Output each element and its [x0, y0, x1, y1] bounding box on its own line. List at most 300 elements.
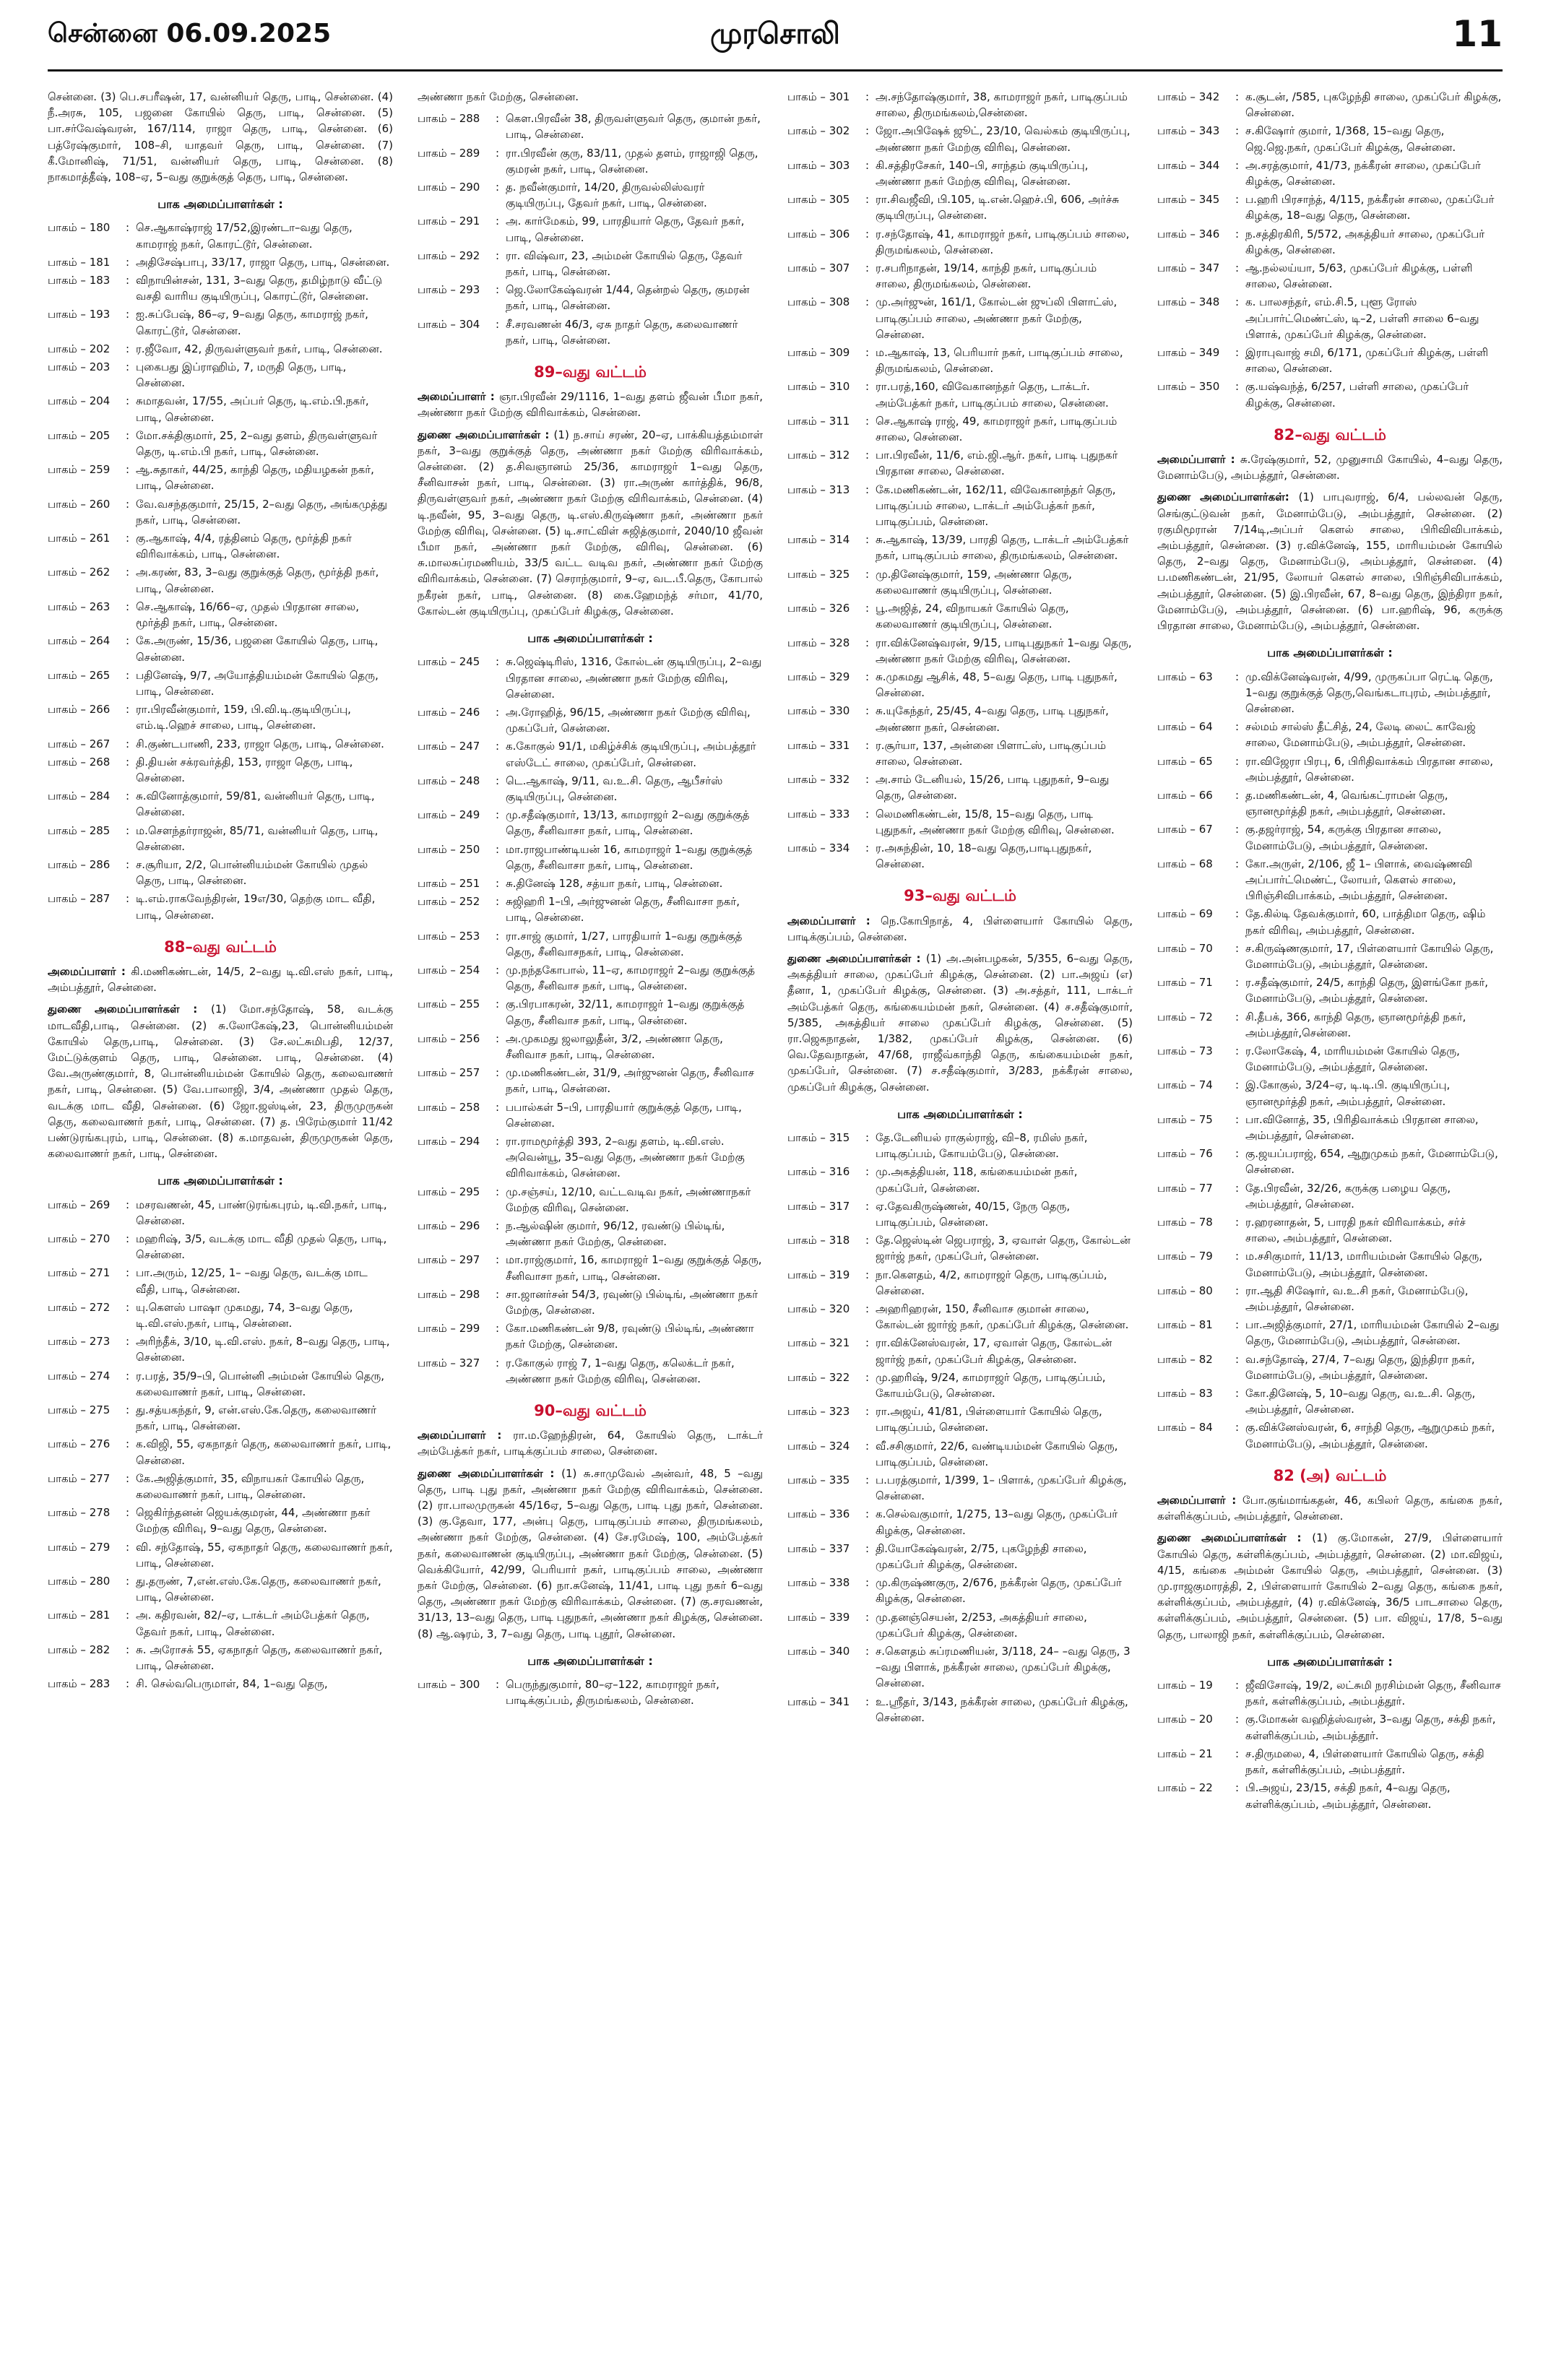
separator-colon: : [496, 1100, 500, 1114]
booth-label: பாகம் – 265 [48, 668, 111, 682]
booth-entry [787, 1198, 1133, 1230]
booth-member-details: து.சத்யகந்தர், 9, என்.எஸ்.கே.தெரு, கலைவாணர் நகர், பாடி, சென்னை. [136, 1403, 377, 1433]
booth-member-details: ப.ஹரி பிரசாந்த், 4/115, நக்கீரன் சாலை, முகப்பேர் கிழக்கு, 18–வது தெரு, சென்னை. [1245, 193, 1495, 222]
separator-colon: : [126, 1403, 130, 1417]
booth-entry [1157, 157, 1503, 189]
booth-member-details: சுமாதவன், 17/55, அப்பர் தெரு, டி.எம்.பி.நகர், பாடி, சென்னை. [136, 394, 369, 424]
separator-colon: : [1235, 90, 1240, 103]
separator-colon: : [1235, 857, 1240, 870]
separator-colon: : [1235, 1387, 1240, 1401]
separator-colon: : [126, 1677, 130, 1691]
booth-member-details: இ.கோகுல், 3/24–ஏ, டி.டி.பி. குடியிருப்பு, ஞானமூர்த்தி நகர், அம்பத்தூர், சென்னை. [1245, 1078, 1451, 1108]
booth-label: பாகம் – 268 [48, 755, 111, 769]
separator-colon: : [496, 317, 500, 331]
booth-member-details: க.கோகுல் 91/1, மகிழ்ச்சிக் குடியிருப்பு, அம்பத்தூர் எஸ்டேட் சாலை, முகப்பேர், சென்னை. [506, 740, 756, 769]
booth-member-details: ரா. விஷ்வா, 23, அம்மன் கோயில் தெரு, தேவர் நகர், பாடி, சென்னை. [506, 248, 743, 279]
separator-colon: : [1235, 670, 1240, 683]
booth-entry [418, 1252, 763, 1284]
booth-label: பாகம் – 66 [1157, 788, 1213, 802]
booth-entry [787, 447, 1133, 479]
booth-member-details: கோ.அருள், 2/106, ஜீ 1– பிளாக், வைஷ்ணவி அப்பார்ட்மெண்ட், லோயர், கௌல் சாலை, பிரிஞ்சிவிபாக்கம், அம்பத்தூர், சென்னை. [1245, 857, 1473, 903]
paragraph-text: (1) அ.அன்பழகன், 5/355, 6–வது தெரு, அகத்தியர் சாலை, முகப்பேர் கிழக்கு, சென்னை. (2) பா.அஜய் (எ) தீனா, 1, முகப்பேர் கிழக்கு, சென்னை. (3) அ.சத்தர், 111, டாக்டர் அம்பேத்கர் தெரு, கங்கையம்மன் நகர், சென்னை. (4) ச.சதீஷ்குமார், 5/385, அகத்தியர் சாலை முகப்பேர் கிழக்கு, சென்னை. (5) ரா.ஜெகநாதன், 1/382, முகப்பேர் கிழக்கு, சென்னை. (6) வெ.தேவநாதன், 47/68, ராஜீவ்காந்தி தெரு, கங்கையம்மன் நகர், முகப்பேர், சென்னை. (7) ச.சதீஷ்குமார், 3/283, நக்கீரன் சாலை, முகப்பேர் கிழக்கு, சென்னை. [787, 951, 1133, 1094]
booth-member-details: கு.மோகன் வஹித்ஸ்வரன், 3–வது தெரு, சக்தி நகர், கள்ளிக்குப்பம், அம்பத்தூர். [1245, 1713, 1496, 1742]
booth-entry [48, 254, 393, 270]
booth-label: பாகம் – 258 [418, 1100, 480, 1114]
booth-entry [1157, 940, 1503, 972]
booth-label: பாகம் – 296 [418, 1219, 480, 1232]
booth-label: பாகம் – 251 [418, 876, 480, 890]
separator-colon: : [126, 755, 130, 769]
booth-label: பாகம் – 266 [48, 703, 111, 717]
office-bearers-paragraph [1157, 451, 1503, 483]
separator-colon: : [126, 1437, 130, 1451]
booth-entry [787, 1575, 1133, 1606]
separator-colon: : [865, 414, 870, 428]
paragraph-text: ரா.ம.ஹேந்திரன், 64, கோயில் தெரு, டாக்டர் அம்பேத்கர் நகர், பாடிக்குப்பம் சாலை, சென்னை. [418, 1429, 763, 1458]
booth-entry [1157, 1077, 1503, 1109]
booth-member-details: மு.சஞ்சய், 12/10, வட்டவடிவ நகர், அண்ணாநகர் மேற்கு விரிவு, சென்னை. [506, 1185, 751, 1214]
booth-member-details: ரா.விஜேரா பிரபு, 6, பிரிதிவாக்கம் பிரதான சாலை, அம்பத்தூர், சென்னை. [1245, 754, 1494, 784]
booth-label: பாகம் – 344 [1157, 158, 1220, 172]
separator-colon: : [1235, 261, 1240, 275]
separator-colon: : [496, 1185, 500, 1198]
separator-colon: : [1235, 1078, 1240, 1092]
booth-label: பாகம் – 290 [418, 181, 480, 194]
booth-member-details: பா.வினோத், 35, பிரிதிவாக்கம் பிரதான சாலை, அம்பத்தூர், சென்னை. [1245, 1112, 1479, 1142]
section-subheading: பாக அமைப்பாளர்கள் : [527, 631, 653, 646]
booth-entry [787, 1643, 1133, 1692]
booth-member-details: பா.பிரவீன், 11/6, எம்.ஜி.ஆர். நகர், பாடி புதுநகர் பிரதான சாலை, சென்னை. [876, 449, 1118, 478]
booth-label: பாகம் – 263 [48, 600, 111, 613]
booth-label: பாகம் – 347 [1157, 261, 1220, 275]
separator-colon: : [126, 255, 130, 269]
section-subheading: பாக அமைப்பாளர்கள் : [1267, 646, 1393, 660]
separator-colon: : [865, 704, 870, 718]
paragraph-text: (1) ந.சாய் சரண், 20–ஏ, பாக்கியத்தம்மாள் நகர், 3–வது குறுக்குத் தெரு, அண்ணா நகர் மேற்கு விரிவாக்கம், சென்னை. (2) த.சிவஞானம் 25/36, காமராஜர் 1–வது தெரு, சீனிவாசன் நகர், பாடி, சென்னை. (3) ரா.அருண் கார்த்திக், 96/8, திருவள்ளுவர் நகர், அண்ணா நகர் மேற்கு விரிவாக்கம், சென்னை. (4) டி.நவீன், 95, 3–வது தெரு, டி.எஸ்.கிருஷ்ணா நகர், அண்ணா நகர் மேற்கு விரிவு, சென்னை. (5) டி.சாட்விள் சுஜித்குமார், 2040/10 ஜீவன் பீமா நகர், அண்ணா நகர் மேற்கு, விரிவு, சென்னை. (6) சு.மாலசுப்ரமணியம், 33/5 வட்ட வடிவ நகர், அண்ணா நகர் மேற்கு விரிவாக்கம், சென்னை. (7) செராந்குமார், 9–ஏ, வட.பீ.தெரு, கோபால் நகீரன் நகர், பாடி, சென்னை. (8) கை.ஹேமந்த் சர்மா, 41/70, கோல்டன் குடியிருப்பு, முகப்பேர் கிழக்கு, சென்னை. [418, 428, 763, 618]
booth-label: பாகம் – 319 [787, 1268, 850, 1281]
separator-colon: : [126, 394, 130, 408]
booth-entry [418, 1676, 763, 1708]
booth-label: பாகம் – 259 [48, 463, 111, 477]
booth-member-details: கோ.மணிகண்டன் 9/8, ரவுண்டு பில்டிங், அண்ணா நகர் மேற்கு, சென்னை. [506, 1322, 754, 1351]
role-label: அமைப்பாளர் : [1157, 1494, 1243, 1507]
separator-colon: : [865, 1474, 870, 1487]
separator-colon: : [496, 146, 500, 160]
booth-label: பாகம் – 281 [48, 1609, 111, 1622]
separator-colon: : [1235, 158, 1240, 172]
booth-member-details: மோ.சக்திகுமார், 25, 2–வது தளம், திருவள்ளுவர் தெரு, டி.எம்.பி நகர், பாடி, சென்னை. [136, 428, 378, 459]
booth-member-details: செ.ஆகாஷ் ராஜ், 49, காமராஜர் நகர், பாடிகுப்பம் சாலை, சென்னை. [876, 414, 1118, 444]
separator-colon: : [865, 90, 870, 103]
booth-entry [1157, 753, 1503, 785]
column-2 [418, 89, 763, 2364]
booth-label: பாகம் – 71 [1157, 976, 1213, 990]
booth-member-details: பி.அஜய், 23/15, சக்தி நகர், 4–வது தெரு, கள்ளிக்குப்பம், அம்பத்தூர், சென்னை. [1245, 1781, 1451, 1811]
booth-label: பாகம் – 69 [1157, 907, 1213, 921]
booth-label: பாகம் – 328 [787, 636, 850, 649]
booth-entry [787, 840, 1133, 872]
separator-colon: : [126, 737, 130, 750]
booth-entry [418, 1218, 763, 1250]
booth-entry [1157, 1112, 1503, 1143]
booth-entry [787, 89, 1133, 121]
separator-colon: : [126, 634, 130, 648]
booth-member-details: பபால்கள் 5–பி, பாரதியார் குறுக்குத் தெரு, பாடி, சென்னை. [506, 1100, 742, 1130]
booth-label: பாகம் – 272 [48, 1300, 111, 1314]
booth-entry [1157, 856, 1503, 904]
separator-colon: : [1235, 1010, 1240, 1024]
booth-label: பாகம் – 271 [48, 1266, 111, 1280]
booth-member-details: மா.ராஜ்குமார், 16, காமராஜர் 1–வது குறுக்குத் தெரு, சீனிவாசா நகர், பாடி, சென்னை. [506, 1253, 762, 1283]
page-number: 11 [1452, 13, 1503, 55]
booth-label: பாகம் – 64 [1157, 720, 1213, 734]
separator-colon: : [126, 703, 130, 717]
separator-colon: : [126, 274, 130, 287]
booth-label: பாகம் – 257 [418, 1066, 480, 1080]
booth-label: பாகம் – 299 [418, 1322, 480, 1336]
booth-member-details: ரா.சிவஜீவி, பி.105, டி.என்.ஹெச்.பி, 606, அர்ச்சு குடியிருப்பு, சென்னை. [876, 193, 1120, 222]
booth-member-details: ம.சசிகுமார், 11/13, மாரியம்மன் கோயில் தெரு, மேனாம்பேடு, அம்பத்தூர், சென்னை. [1245, 1250, 1483, 1279]
booth-label: பாகம் – 79 [1157, 1250, 1213, 1263]
booth-label: பாகம் – 70 [1157, 941, 1213, 955]
separator-colon: : [496, 998, 500, 1011]
separator-colon: : [126, 1266, 130, 1280]
separator-colon: : [1235, 1318, 1240, 1332]
booth-member-details: சி.தீபக், 366, காந்தி தெரு, ஞானமூர்த்தி நகர், அம்பத்தூர்,சென்னை. [1245, 1010, 1466, 1039]
booth-label: பாகம் – 280 [48, 1575, 111, 1588]
booth-member-details: சுஜிஹரி 1–பி, அர்ஜுனன் தெரு, சீனிவாசா நகர், பாடி, சென்னை. [506, 895, 740, 925]
booth-member-details: ர.கோகுல் ராஜ் 7, 1–வது தெரு, கலெக்டர் நகர், அண்ணா நகர் மேற்கு விரிவு, சென்னை. [506, 1356, 735, 1385]
booth-label: பாகம் – 287 [48, 892, 111, 906]
booth-member-details: சு.ஜெஷ்டிரிஸ், 1316, கோல்டன் குடியிருப்பு, 2–வது பிரதான சாலை, அண்ணா நகர் மேற்கு விரிவு, சென்னை. [506, 655, 762, 701]
booth-label: பாகம் – 315 [787, 1130, 850, 1144]
booth-member-details: ச.சூரியா, 2/2, பொன்னியம்மன் கோயில் முதல் தெரு, பாடி, சென்னை. [136, 857, 368, 888]
booth-member-details: பதினேஷ், 9/7, அயோத்தியம்மன் கோயில் தெரு, பாடி, சென்னை. [136, 668, 379, 698]
booth-label: பாகம் – 311 [787, 414, 850, 428]
separator-colon: : [1235, 1421, 1240, 1435]
separator-colon: : [126, 463, 130, 477]
booth-member-details: மு.மணிகண்டன், 31/9, அர்ஜுனன் தெரு, சீனிவாச நகர், பாடி, சென்னை. [506, 1066, 755, 1096]
booth-entry [1157, 1283, 1503, 1315]
continued-text [418, 89, 763, 105]
booth-entry [1157, 294, 1503, 342]
booth-label: பாகம் – 275 [48, 1403, 111, 1417]
separator-colon: : [126, 360, 130, 374]
separator-colon: : [865, 670, 870, 683]
separator-colon: : [496, 283, 500, 297]
booth-entry [1157, 1248, 1503, 1280]
role-label: அமைப்பாளர் : [787, 914, 881, 927]
booth-entry [1157, 1180, 1503, 1212]
booth-member-details: ஏ.தேவகிருஷ்ணன், 40/15, நேரு தெரு, பாடிகுப்பம், சென்னை. [876, 1199, 1071, 1229]
separator-colon: : [1235, 754, 1240, 768]
booth-member-details: கோ.தினேஷ், 5, 10–வது தெரு, வ.உ.சி. தெரு, அம்பத்தூர், சென்னை. [1245, 1387, 1476, 1416]
booth-member-details: தி.யோகேஷ்வரன், 2/75, புகழேந்தி சாலை, முகப்பேர் கிழக்கு, சென்னை. [876, 1541, 1087, 1572]
booth-entry [1157, 345, 1503, 376]
booth-member-details: சு.தினேஷ் 128, சத்யா நகர், பாடி, சென்னை. [506, 876, 723, 890]
separator-colon: : [496, 1134, 500, 1148]
booth-label: பாகம் – 77 [1157, 1181, 1213, 1195]
booth-label: பாகம் – 285 [48, 823, 111, 837]
booth-label: பாகம் – 321 [787, 1336, 850, 1350]
separator-colon: : [126, 532, 130, 545]
booth-label: பாகம் – 203 [48, 360, 111, 374]
booth-member-details: தே.டேனியல் ராகுல்ராஜ், வி–8, ரமிஸ் நகர், பாடிகுப்பம், கோயம்பேடு, சென்னை. [876, 1130, 1088, 1161]
booth-label: பாகம் – 277 [48, 1471, 111, 1485]
separator-colon: : [1235, 295, 1240, 309]
paragraph-text: (1) கு.மோகன், 27/9, பிள்ளையார் கோயில் தெரு, கள்ளிக்குப்பம், அம்பத்தூர், சென்னை. (2) மா.விஜய், 4/15, கங்கை அம்மன் கோயில் தெரு, அம்பத்தூர், சென்னை. (3) மு.ராஜகுமாரத்தி, 2, பிள்ளையார் கோயில் 2–வது தெரு, கங்கை நகர், கள்ளிக்குப்பம், அம்பத்தூர், (4) ர.விக்னேஷ், 36/5 பாடசாலை தெரு, கள்ளிக்குப்பம், அம்பத்தூர், சென்னை. (5) பா. விஜய், 17/8, 5–வது தெரு, பாலாஜி நகர், கள்ளிக்குப்பம், சென்னை. [1157, 1531, 1503, 1641]
booth-entry [1157, 1351, 1503, 1383]
booth-label: பாகம் – 255 [418, 998, 480, 1011]
section-subheading: பாக அமைப்பாளர்கள் : [1267, 1654, 1393, 1669]
booth-member-details: ப.பரத்குமார், 1/399, 1– பிளாக், முகப்பேர் கிழக்கு, சென்னை. [876, 1474, 1127, 1503]
booth-member-details: கே.அஜித்குமார், 35, விநாயகர் கோயில் தெரு, கலைவாணர் நகர், பாடி, சென்னை. [136, 1471, 365, 1502]
booth-member-details: க.விஜி, 55, ஏகநாதர் தெரு, கலைவாணர் நகர், பாடி, சென்னை. [136, 1437, 392, 1467]
booth-entry [787, 1541, 1133, 1572]
booth-entry [418, 928, 763, 960]
ward-heading: 93–வது வட்டம் [904, 887, 1016, 905]
booth-entry [787, 771, 1133, 803]
booth-label: பாகம் – 80 [1157, 1284, 1213, 1297]
booth-entry [1157, 226, 1503, 258]
separator-colon: : [126, 342, 130, 355]
separator-colon: : [1235, 1679, 1240, 1692]
separator-colon: : [496, 1253, 500, 1267]
booth-label: பாகம் – 283 [48, 1677, 111, 1691]
booth-member-details: சு.வினோத்குமார், 59/81, வன்னியர் தெரு, பாடி, சென்னை. [136, 789, 375, 819]
booth-member-details: ச.கிருஷ்ணகுமார், 17, பிள்ளையார் கோயில் தெரு, மேனாம்பேடு, அம்பத்தூர், சென்னை. [1245, 941, 1494, 971]
separator-colon: : [1235, 1216, 1240, 1229]
booth-entry [787, 1438, 1133, 1470]
booth-label: பாகம் – 246 [418, 705, 480, 719]
booth-label: பாகம் – 76 [1157, 1147, 1213, 1161]
booth-entry [48, 428, 393, 459]
separator-colon: : [126, 1471, 130, 1485]
booth-member-details: அரிந்தீக், 3/10, டி.வி.எஸ். நகர், 8–வது தெரு, பாடி, சென்னை. [136, 1335, 390, 1364]
role-label: துணை அமைப்பாளர்கள் : [48, 1003, 211, 1016]
booth-label: பாகம் – 297 [418, 1253, 480, 1267]
separator-colon: : [1235, 1181, 1240, 1195]
booth-label: பாகம் – 337 [787, 1541, 850, 1555]
booth-entry [787, 226, 1133, 258]
separator-colon: : [496, 740, 500, 753]
office-bearers-paragraph [1157, 1492, 1503, 1524]
booth-label: பாகம் – 261 [48, 532, 111, 545]
booth-label: பாகம் – 292 [418, 248, 480, 262]
booth-entry [1157, 1146, 1503, 1177]
booth-label: பாகம் – 326 [787, 602, 850, 615]
separator-colon: : [865, 227, 870, 241]
booth-entry [48, 788, 393, 820]
booth-entry [418, 962, 763, 994]
ward-heading: 89–வது வட்டம் [534, 363, 647, 381]
booth-entry [48, 1299, 393, 1331]
booth-entry [418, 654, 763, 702]
booth-label: பாகம் – 254 [418, 963, 480, 977]
ward-heading: 88–வது வட்டம் [164, 938, 277, 956]
separator-colon: : [865, 1610, 870, 1624]
booth-label: பாகம் – 78 [1157, 1216, 1213, 1229]
booth-entry [787, 345, 1133, 376]
booth-entry [418, 145, 763, 177]
booth-member-details: ரா.விக்னேஸ்வரன், 17, ஏவாள் தெரு, கோல்டன் ஜார்ஜ் நகர், முகப்பேர் கிழக்கு, சென்னை. [876, 1336, 1112, 1366]
booth-entry [48, 599, 393, 631]
separator-colon: : [1235, 907, 1240, 921]
separator-colon: : [1235, 380, 1240, 394]
booth-label: பாகம் – 267 [48, 737, 111, 750]
separator-colon: : [865, 346, 870, 360]
role-label: அமைப்பாளர் : [418, 390, 499, 404]
booth-entry [48, 306, 393, 338]
booth-label: பாகம் – 264 [48, 634, 111, 648]
booth-entry [48, 462, 393, 493]
paragraph-text: (1) பாபுவராஜ், 6/4, பல்லவன் தெரு, செங்குட்டுவன் நகர், மேனாம்பேடு, அம்பத்தூர், சென்னை. (2) ரகுமிமூரான் 7/14டி,அப்பர் கௌல் சாலை, பிரிவிவிபாக்கம், அம்பத்தூர், சென்னை. (3) ர.விக்னேஷ், 155, மாரியம்மன் கோயில் தெரு, 2–வது தெரு, மேனாம்பேடு, அம்பத்தூர், சென்னை. (4) ப.மணிகண்டன், 21/95, லோயர் கௌல் சாலை, பிரிஞ்சிவிபாக்கம், அம்பத்தூர், சென்னை. (5) இ.பிரவீன், 67, 8–வது தெரு, இந்திரா நகர், மேனாம்பேடு, அம்பத்தூர், சென்னை. (6) பா.ஹரிஷ், 96, கருக்கு பிரதான சாலை, மேனாம்பேடு, அம்பத்தூர், சென்னை. [1157, 490, 1503, 633]
booth-label: பாகம் – 204 [48, 394, 111, 408]
paragraph-text: (1) மோ.சந்தோஷ், 58, வடக்கு மாடவீதி,பாடி, சென்னை. (2) சு.லோகேஷ்,23, பொன்னியம்மன் கோயில் தெரு,பாடி, சென்னை. (3) சே.லட்சுமிபதி, 12/37, மேட்டுக்குளம் தெரு, பாடி, சென்னை. பாடி, சென்னை. (4) வே.அருண்குமார், 8, பொன்னியம்மன் கோயில் தெரு, கலைவாணர் நகர், பாடி, சென்னை. (5) வே.பாலாஜி, 3/4, அண்ணா முதல் தெரு, வடக்கு மாட வீதி, சென்னை. (6) ஜோ.ஜஸ்டின், 23, திருமுருகன் தெரு, கலைவாணர் நகர், பாடி, சென்னை. (7) த. பிரேம்குமார் 11/42 பண்டுரங்கபுரம், பாடி, சென்னை. (8) க.மாதவன், திருமுருகன் தெரு, கலைவாணர் நகர், பாடி, சென்னை. [48, 1003, 393, 1161]
booth-label: பாகம் – 84 [1157, 1421, 1213, 1435]
separator-colon: : [126, 1643, 130, 1656]
booth-entry [418, 893, 763, 925]
separator-colon: : [1235, 1284, 1240, 1297]
booth-entry [1157, 669, 1503, 717]
booth-entry [787, 1232, 1133, 1264]
booth-label: பாகம் – 346 [1157, 227, 1220, 241]
booth-label: பாகம் – 323 [787, 1405, 850, 1419]
separator-colon: : [496, 1066, 500, 1080]
office-bearers-paragraph [48, 964, 393, 995]
booth-member-details: தே.கில்டி தேவக்குமார், 60, பாத்திமா தெரு, ஷிம் நகர் விரிவு, அம்பத்தூர், சென்னை. [1245, 907, 1486, 937]
ward-heading: 82 (அ) வட்டம் [1273, 1466, 1387, 1484]
booth-member-details: டி.எம்.ராகவேந்திரன், 19எ/30, தெற்கு மாட வீதி, பாடி, சென்னை. [136, 892, 376, 922]
separator-colon: : [496, 705, 500, 719]
booth-label: பாகம் – 295 [418, 1185, 480, 1198]
separator-colon: : [865, 449, 870, 462]
separator-colon: : [865, 1439, 870, 1453]
booth-entry [1157, 1780, 1503, 1812]
booth-member-details: பா.அஜித்குமார், 27/1, மாரியம்மன் கோயில் 2–வது தெரு, மேனாம்பேடு, அம்பத்தூர், சென்னை. [1245, 1318, 1500, 1348]
booth-label: பாகம் – 270 [48, 1232, 111, 1245]
separator-colon: : [865, 1576, 870, 1590]
booth-entry [787, 157, 1133, 189]
booth-label: பாகம் – 65 [1157, 754, 1213, 768]
booth-entry [418, 773, 763, 805]
booth-entry [787, 413, 1133, 445]
booth-member-details: வீ.சசிகுமார், 22/6, வண்டியம்மன் கோயில் தெரு, பாடிகுப்பம், சென்னை. [876, 1439, 1118, 1468]
paragraph-text: அண்ணா நகர் மேற்கு, சென்னை. [418, 90, 579, 103]
separator-colon: : [865, 533, 870, 547]
booth-entry [1157, 1009, 1503, 1041]
booth-entry [418, 996, 763, 1028]
booth-entry [1157, 123, 1503, 155]
booth-entry [418, 213, 763, 245]
booth-member-details: மு.அகத்தியன், 118, கங்கையம்மன் நகர், முகப்பேர், சென்னை. [876, 1165, 1078, 1195]
booth-member-details: அ. கார்மேகம், 99, பாரதியார் தெரு, தேவர் நகர், பாடி, சென்னை. [506, 215, 745, 244]
booth-entry [418, 1065, 763, 1096]
booth-label: பாகம் – 343 [1157, 124, 1220, 138]
booth-label: பாகம் – 327 [418, 1356, 480, 1369]
booth-member-details: சு.ஆகாஷ், 13/39, பாரதி தெரு, டாக்டர் அம்பேத்கர் நகர், பாடிகுப்பம் சாலை, திருமங்கலம், சென்னை. [876, 533, 1129, 563]
booth-member-details: த.மணிகண்டன், 4, வெங்கட்ராமன் தெரு, ஞானமூர்த்தி நகர், அம்பத்தூர், சென்னை. [1245, 788, 1448, 818]
ward-heading: 90–வது வட்டம் [534, 1402, 647, 1420]
booth-entry [418, 1133, 763, 1182]
separator-colon: : [865, 1302, 870, 1316]
booth-entry [418, 282, 763, 313]
booth-label: பாகம் – 330 [787, 704, 850, 718]
booth-entry [787, 806, 1133, 838]
paragraph-text: ஞா.பிரவீன் 29/1116, 1–வது தளம் ஜீவன் பீமா நகர், அண்ணா நகர் மேற்கு விரிவாக்கம், சென்னை. [418, 390, 763, 420]
separator-colon: : [865, 1645, 870, 1658]
separator-colon: : [865, 841, 870, 854]
role-label: அமைப்பாளர் : [1157, 453, 1240, 467]
booth-label: பாகம் – 249 [418, 808, 480, 822]
booth-label: பாகம் – 273 [48, 1335, 111, 1349]
booth-member-details: கௌ.பிரவீன் 38, திருவள்ளுவர் தெரு, குமான் நகர், பாடி, சென்னை. [506, 112, 761, 142]
booth-label: பாகம் – 260 [48, 497, 111, 511]
separator-colon: : [496, 929, 500, 943]
booth-member-details: ம.செளந்தர்ராஜன், 85/71, வன்னியர் தெரு, பாடி, சென்னை. [136, 823, 379, 853]
separator-colon: : [1235, 1147, 1240, 1161]
booth-entry [787, 1369, 1133, 1401]
separator-colon: : [1235, 1250, 1240, 1263]
booth-member-details: இராபுவாஜ் சமி, 6/171, முகப்பேர் கிழக்கு, பள்ளி சாலை, சென்னை. [1245, 346, 1489, 376]
booth-member-details: ஜெ.லோகேஷ்வரன் 1/44, தென்றல் தெரு, குமரன் நகர், பாடி, சென்னை. [506, 283, 750, 313]
separator-colon: : [496, 248, 500, 262]
booth-member-details: ச.திருமலை, 4, பிள்ளையார் கோயில் தெரு, சக்தி நகர், கள்ளிக்குப்பம், அம்பத்தூர். [1245, 1747, 1484, 1777]
office-bearers-paragraph [48, 1001, 393, 1161]
booth-entry [787, 1506, 1133, 1538]
booth-entry [418, 807, 763, 839]
booth-member-details: ஜோ.அபிஷேக் ஜூட், 23/10, வெல்கம் குடியிருப்பு, அண்ணா நகர் மேற்கு விரிவு, சென்னை. [876, 124, 1131, 154]
booth-label: பாகம் – 180 [48, 221, 111, 235]
booth-entry [48, 1573, 393, 1605]
role-label: அமைப்பாளர் : [418, 1429, 514, 1442]
separator-colon: : [126, 1575, 130, 1588]
page-header [48, 0, 1503, 72]
separator-colon: : [126, 428, 130, 442]
booth-entry [1157, 1711, 1503, 1743]
booth-entry [787, 1164, 1133, 1195]
booth-member-details: ச.கிஷோர் குமார், 1/368, 15–வது தெரு, ஜெ.ஜெ.நகர், முகப்பேர் கிழக்கு, சென்னை. [1245, 124, 1456, 154]
booth-member-details: த. நவீன்குமார், 14/20, திருவல்லிஸ்வரர் குடியிருப்பு, தேவர் நகர், பாடி, சென்னை. [506, 181, 707, 210]
booth-entry [48, 564, 393, 596]
booth-member-details: ர.சந்தோஷ், 41, காமராஜர் நகர், பாடிகுப்பம் சாலை, திருமங்கலம், சென்னை. [876, 227, 1130, 256]
booth-label: பாகம் – 245 [418, 655, 480, 669]
separator-colon: : [865, 636, 870, 649]
section-subheading: பாக அமைப்பாளர்கள் : [897, 1107, 1023, 1121]
booth-entry [48, 701, 393, 733]
booth-entry [48, 667, 393, 699]
booth-entry [48, 1333, 393, 1365]
booth-entry [787, 1609, 1133, 1641]
booth-member-details: தே.ஜெஸ்டின் ஜெபராஜ், 3, ஏவாள் தெரு, கோல்டன் ஜார்ஜ் நகர், முகப்பேர், சென்னை. [876, 1234, 1131, 1263]
booth-entry [1157, 1214, 1503, 1246]
booth-member-details: அ.கரண், 83, 3–வது குறுக்குத் தெரு, மூர்த்தி நகர், பாடி, சென்னை. [136, 566, 379, 595]
booth-label: பாகம் – 316 [787, 1165, 850, 1179]
booth-member-details: கே.மணிகண்டன், 162/11, விவேகானந்தர் தெரு, பாடிகுப்பம் சாலை, டாக்டர் அம்பேத்கர் நகர், பாடிகுப்பம், சென்னை. [876, 483, 1116, 529]
separator-colon: : [865, 158, 870, 172]
booth-label: பாகம் – 274 [48, 1369, 111, 1382]
separator-colon: : [126, 1232, 130, 1245]
booth-entry [787, 294, 1133, 342]
booth-entry [48, 496, 393, 528]
separator-colon: : [126, 789, 130, 803]
column-3 [787, 89, 1133, 2364]
separator-colon: : [1235, 788, 1240, 802]
booth-member-details: ம.ஆகாஷ், 13, பெரியார் நகர், பாடிகுப்பம் சாலை, திருமங்கலம், சென்னை. [876, 346, 1123, 376]
booth-entry [418, 179, 763, 211]
booth-member-details: சா.ஜானர்சன் 54/3, ரவுண்டு பில்டிங், அண்ணா நகர் மேற்கு, சென்னை. [506, 1287, 758, 1317]
booth-entry [787, 482, 1133, 530]
